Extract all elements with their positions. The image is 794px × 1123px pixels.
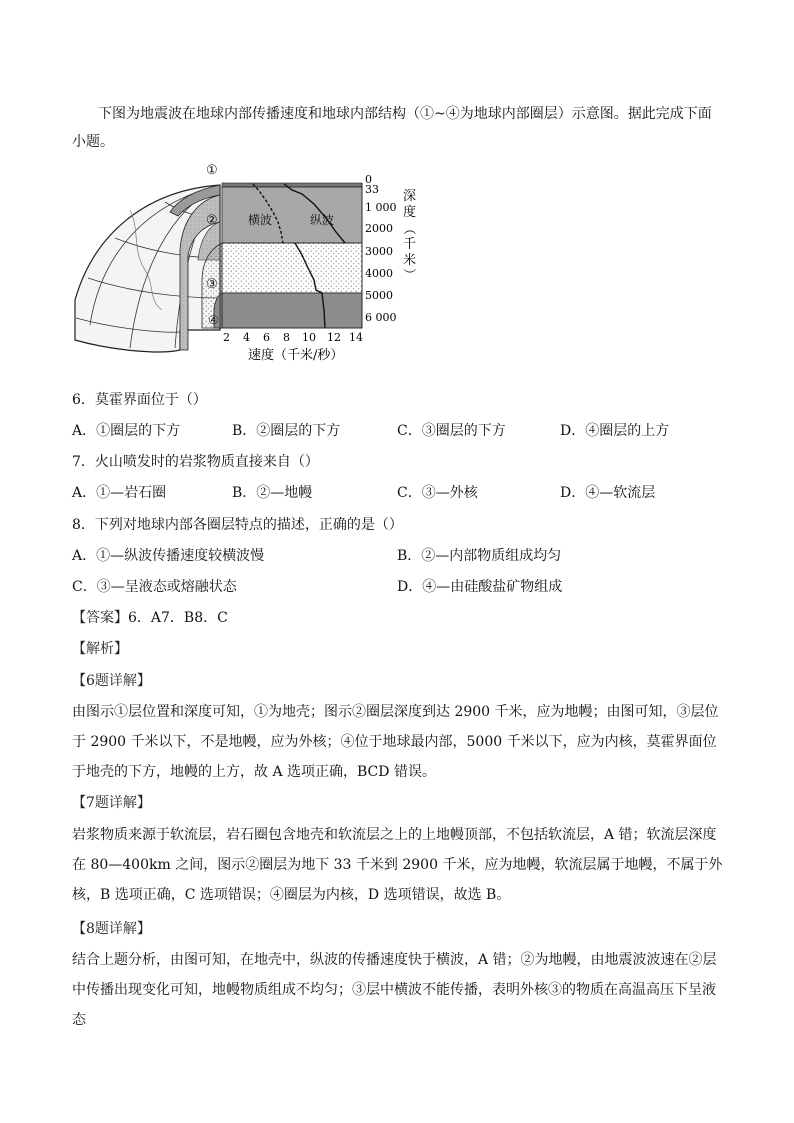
- speed-tick: 6: [263, 331, 270, 344]
- detail-8-title: 【8题详解】: [72, 921, 151, 937]
- depth-axis: [362, 173, 416, 328]
- answer-text: 6．A7．B8．C: [128, 610, 228, 626]
- speed-tick: 4: [243, 331, 250, 344]
- p-wave-label: 纵波: [310, 213, 335, 227]
- detail-7-title: 【7题详解】: [72, 795, 151, 811]
- question-8-option-a[interactable]: A．①—纵波传播速度较横波慢: [72, 548, 265, 564]
- question-6-option-b[interactable]: B．②圈层的下方: [232, 423, 341, 439]
- speed-axis-title: 速度（千米/秒）: [248, 348, 344, 363]
- layer-1-label: ①: [206, 163, 218, 178]
- depth-tick: 5000: [365, 289, 393, 302]
- answer-label: 【答案】: [72, 610, 128, 626]
- depth-tick: 3000: [365, 245, 393, 258]
- question-7-option-b[interactable]: B．②—地幔: [232, 485, 313, 501]
- question-7-stem: 7．火山喷发时的岩浆物质直接来自（）: [72, 454, 319, 470]
- question-7-option-a[interactable]: A．①—岩石圈: [72, 485, 167, 501]
- depth-tick: 0: [365, 173, 372, 186]
- depth-tick: 4000: [365, 267, 393, 280]
- question-6-stem: 6．莫霍界面位于（）: [72, 392, 207, 408]
- question-6-option-d[interactable]: D．④圈层的上方: [560, 423, 670, 439]
- depth-axis-title-char: 深: [403, 189, 417, 204]
- analysis-label: 【解析】: [72, 641, 128, 657]
- question-8-stem: 8．下列对地球内部各圈层特点的描述，正确的是（）: [72, 517, 403, 533]
- earth-structure-figure: [70, 160, 440, 365]
- speed-tick: 8: [283, 331, 290, 344]
- question-7-option-c[interactable]: C．③—外核: [397, 485, 478, 501]
- s-wave-label: 横波: [248, 213, 273, 227]
- layer-bands: [222, 183, 362, 328]
- depth-tick: 1 000: [365, 201, 397, 214]
- detail-8-text: 结合上题分析，由图可知，在地壳中，纵波的传播速度快于横波，A 错；②为地幔，由地震波波速在②层中传播出现变化可知，地幔物质组成不均匀；③层中横波不能传播，表明外核③的物质在高温高压下呈液态: [72, 952, 717, 1028]
- depth-axis-title-char: 千: [403, 237, 417, 252]
- detail-6-title: 【6题详解】: [72, 673, 151, 689]
- layer-4-label: ④: [208, 313, 219, 327]
- globe-cutaway: [75, 185, 220, 352]
- layer-2-label: ②: [206, 213, 218, 228]
- question-7-option-d[interactable]: D．④—软流层: [560, 485, 656, 501]
- layer-3-label: ③: [206, 277, 218, 292]
- depth-axis-title-char: ）: [401, 268, 416, 282]
- question-6-option-c[interactable]: C．③圈层的下方: [397, 423, 506, 439]
- detail-6-text: 由图示①层位置和深度可知，①为地壳；图示②圈层深度到达 2900 千米，应为地幔；由图可知，③层位于 2900 千米以下，不是地幔，应为外核；④位于地球最内部，5000 千米以下，应为内核，莫霍界面位于地壳的下方，地幔的上方，故 A 选项正确，BCD 错误。: [72, 704, 719, 780]
- question-8-option-c[interactable]: C．③—呈液态或熔融状态: [72, 579, 237, 595]
- depth-axis-title-char: 度: [403, 205, 417, 220]
- intro-paragraph: 下图为地震波在地球内部传播速度和地球内部结构（①~④为地球内部圈层）示意图。据此完成下面小题。: [72, 106, 712, 150]
- depth-tick: 6 000: [365, 311, 397, 324]
- depth-tick: 2000: [365, 222, 393, 235]
- depth-tick: 33: [365, 183, 379, 196]
- detail-7-text: 岩浆物质来源于软流层，岩石圈包含地壳和软流层之上的上地幔顶部，不包括软流层，A 错；软流层深度在 80—400km 之间，图示②圈层为地下 33 千米到 2900 千米，应为地幔，软流层属于地幔，不属于外核，B 选项正确，C 选项错误；④圈层为内核，D 选项错误，故选 B。: [72, 827, 723, 903]
- question-8-option-d[interactable]: D．④—由硅酸盐矿物组成: [397, 579, 563, 595]
- depth-axis-title-char: （: [401, 222, 416, 236]
- question-6-option-a[interactable]: A．①圈层的下方: [72, 423, 181, 439]
- answer-line: [72, 608, 228, 628]
- speed-tick: 12: [327, 331, 341, 344]
- speed-tick: 10: [302, 331, 316, 344]
- question-8-option-b[interactable]: B．②—内部物质组成均匀: [397, 548, 562, 564]
- depth-axis-title-char: 米: [403, 253, 417, 268]
- speed-tick: 2: [223, 331, 230, 344]
- speed-tick: 14: [349, 331, 363, 344]
- speed-axis: [222, 328, 363, 363]
